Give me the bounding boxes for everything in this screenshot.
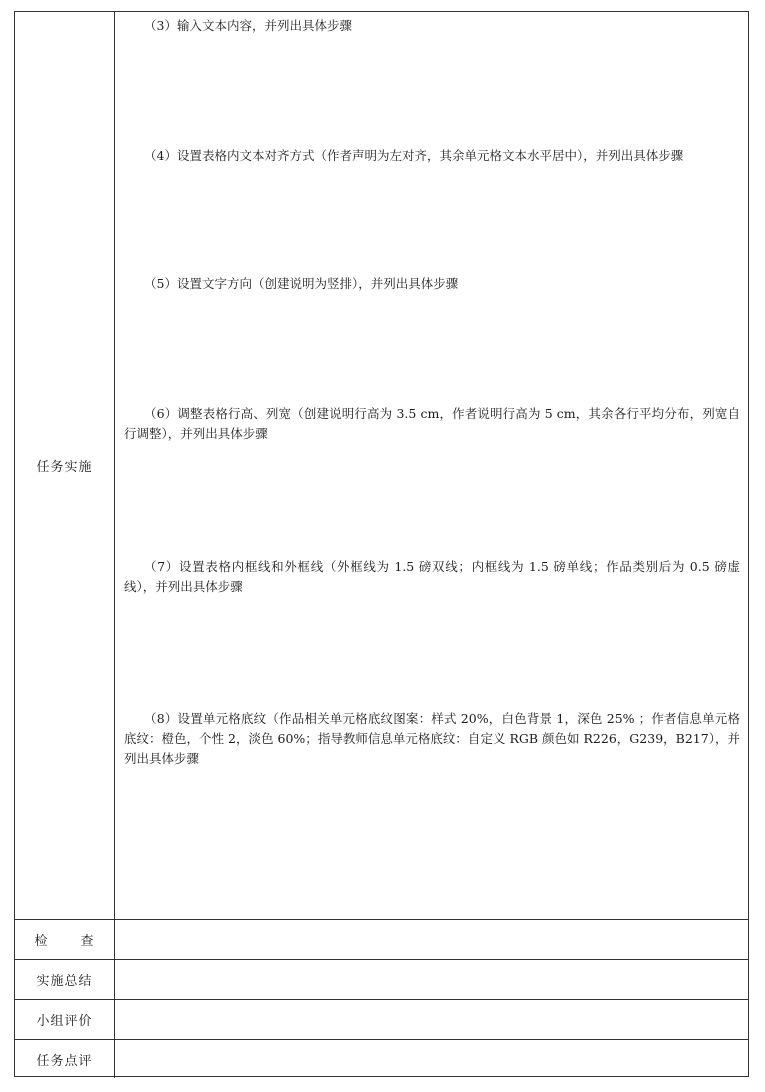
check-label <box>15 920 115 959</box>
step-4-text: （4）设置表格内文本对齐方式（作者声明为左对齐，其余单元格文本水平居中），并列出具体步骤 <box>144 148 684 163</box>
check-content-field[interactable] <box>114 920 748 959</box>
group-evaluation-label: 小组评价 <box>15 1000 115 1039</box>
task-review-label: 任务点评 <box>15 1040 115 1078</box>
task-implementation-content <box>114 12 748 919</box>
step-7-text: （7）设置表格内框线和外框线（外框线为 1.5 磅双线；内框线为 1.5 磅单线；作品类别后为 0.5 磅虚线），并列出具体步骤 <box>124 559 740 594</box>
task-review-content-field[interactable] <box>114 1040 748 1078</box>
task-form-table <box>14 11 749 1077</box>
step-5-text: （5）设置文字方向（创建说明为竖排），并列出具体步骤 <box>144 276 459 291</box>
check-row <box>15 919 748 959</box>
task-review-row <box>15 1039 748 1078</box>
task-implementation-label: 任务实施 <box>15 12 115 919</box>
step-3-text: （3）输入文本内容，并列出具体步骤 <box>144 18 352 33</box>
step-8-text: （8）设置单元格底纹（作品相关单元格底纹图案：样式 20%，白色背景 1，深色 25% ；作者信息单元格底纹：橙色，个性 2，淡色 60%；指导教师信息单元格底纹：自定义 RGB 颜色如 R226，G239，B217），并列出具体步骤 <box>124 711 740 766</box>
task-implementation-row <box>15 12 748 919</box>
step-6-text: （6）调整表格行高、列宽（创建说明行高为 3.5 cm，作者说明行高为 5 cm，其余各行平均分布，列宽自行调整），并列出具体步骤 <box>124 406 740 441</box>
summary-label: 实施总结 <box>15 960 115 999</box>
group-evaluation-content-field[interactable] <box>114 1000 748 1039</box>
group-evaluation-row <box>15 999 748 1039</box>
summary-row <box>15 959 748 999</box>
summary-content-field[interactable] <box>114 960 748 999</box>
check-label-right: 查 <box>80 934 95 949</box>
check-label-left: 检 <box>34 934 49 949</box>
